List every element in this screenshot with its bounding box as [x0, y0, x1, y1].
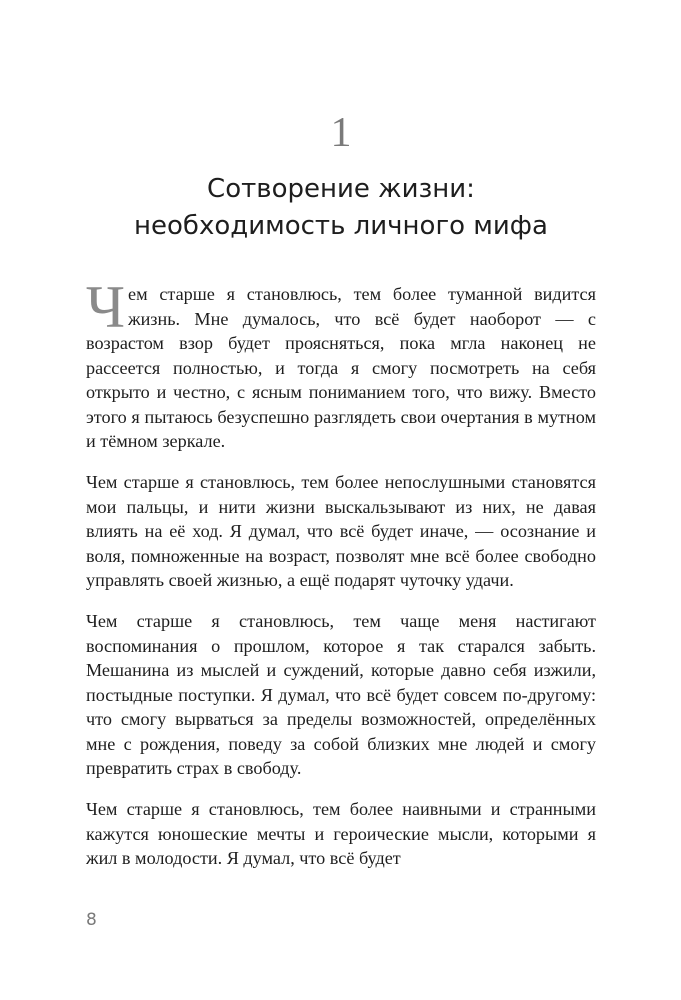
chapter-number: 1: [330, 110, 352, 156]
chapter-body: [86, 274, 596, 887]
drop-cap: Ч: [86, 274, 125, 340]
paragraph-1-text: ем старше я становлюсь, тем более туманной видится жизнь. Мне думалось, что всё будет наоборот — с возрастом взор будет проясняться, пока мгла наконец не рассеется полностью, и тогда я смогу посмотреть на себя открыто и честно, с ясным пониманием того, что вижу. Вместо этого я пытаюсь безуспешно разглядеть свои очертания в мутном и тёмном зеркале.: [86, 284, 596, 451]
paragraph-1: [86, 274, 596, 454]
paragraph-2: Чем старше я становлюсь, тем более непослушными становятся мои пальцы, и нити жизни выскальзывают из них, не давая влиять на её ход. Я думал, что всё будет иначе, — осознание и воля, помноженные на возраст, позволят мне всё более свободно управлять своей жизнью, а ещё подарят чуточку удачи.: [86, 472, 596, 591]
chapter-title-line-1: Сотворение жизни:: [207, 174, 475, 204]
chapter-title: [86, 171, 596, 245]
page-number: 8: [86, 910, 97, 930]
paragraph-3: Чем старше я становлюсь, тем чаще меня настигают воспоминания о прошлом, которое я так старался забыть. Мешанина из мыслей и суждений, которые давно себя изжили, постыдные поступки. Я думал, что всё будет совсем по-другому: что смогу вырваться за пределы возможностей, определённых мне с рождения, поведу за собой близких мне людей и смогу превратить страх в свободу.: [86, 611, 596, 779]
chapter-title-line-2: необходимость личного мифа: [134, 211, 548, 241]
paragraph-4: Чем старше я становлюсь, тем более наивными и странными кажутся юношеские мечты и героические мысли, которыми я жил в молодости. Я думал, что всё будет: [86, 799, 596, 869]
